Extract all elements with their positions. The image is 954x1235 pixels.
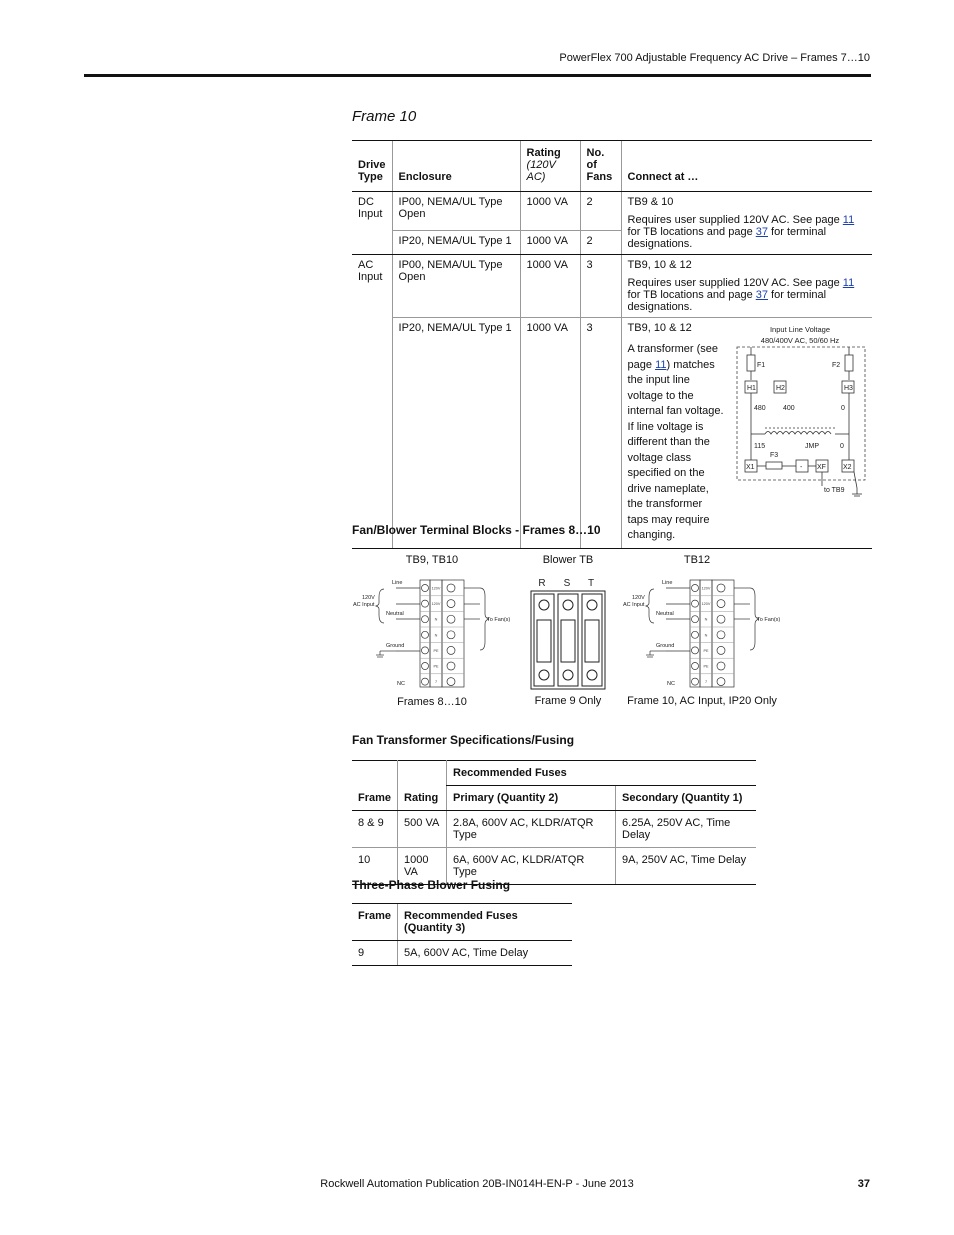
v120-label: 120V: [632, 595, 645, 601]
frame-cell: 10: [352, 848, 398, 885]
blower-fusing-title: Three-Phase Blower Fusing: [352, 878, 511, 892]
terminal-screw: [717, 678, 725, 686]
tap-zero-label: 0: [841, 405, 845, 412]
terminal: [690, 584, 734, 596]
tb9-terminals: [350, 575, 520, 693]
col-primary: Primary (Quantity 2): [447, 786, 616, 811]
group-header: Recommended Fuses: [447, 761, 756, 786]
ac-input-label: AC Input: [623, 602, 645, 608]
primary-cell: 6A, 600V AC, KLDR/ATQR Type: [447, 848, 616, 885]
connect-text: TB9, 10 & 12: [627, 322, 692, 334]
rating-cell: 1000 VA: [520, 192, 580, 231]
terminal-label: 120V: [701, 602, 711, 607]
note-text: Requires user supplied 120V AC. See page: [627, 214, 843, 226]
neutral-label: Neutral: [386, 611, 404, 617]
terminal-label: PE: [703, 664, 709, 669]
blower-tb-title: Blower TB: [542, 554, 594, 566]
rating-cell: 1000 VA: [398, 848, 447, 885]
diagram-title: Input Line Voltage: [769, 325, 831, 334]
section-title: Frame 10: [352, 108, 417, 125]
drive-type-cell: DC Input: [352, 192, 392, 255]
terminal-screw: [692, 647, 699, 654]
connect-cell: [621, 192, 872, 255]
rating-cell: 1000 VA: [520, 255, 580, 318]
table-row: [352, 255, 872, 318]
page-link[interactable]: 37: [755, 226, 768, 238]
terminal-label: N: [434, 617, 438, 622]
terminal: [690, 662, 734, 674]
diagram-subtitle: 480/400V AC, 50/60 Hz: [760, 336, 840, 345]
terminal-label: 120V: [431, 586, 441, 591]
jmp-label: JMP: [805, 443, 819, 450]
page-number: 37: [857, 1178, 870, 1190]
col-connect: Connect at …: [621, 141, 872, 192]
fans-cell: 2: [580, 192, 621, 231]
terminal-label: 120V: [431, 602, 441, 607]
tb12-title: TB12: [683, 554, 711, 566]
page-link[interactable]: 11: [655, 358, 667, 371]
terminal-screw: [717, 584, 725, 592]
terminal-screw: [692, 678, 699, 685]
fan-transformer-title: Fan Transformer Specifications/Fusing: [352, 733, 575, 747]
terminal-screw: [447, 662, 455, 670]
terminal-label: N: [704, 617, 708, 622]
transformer-diagram: [735, 322, 870, 497]
fan-transformer-table: [352, 760, 756, 885]
v120-label: 120V: [362, 595, 375, 601]
terminal: [420, 662, 464, 674]
terminal: [420, 584, 464, 596]
terminal: [422, 678, 456, 686]
tb12-terminals: [620, 575, 790, 693]
blank-cell: [352, 761, 398, 786]
secondary-cell: 9A, 250V AC, Time Delay: [616, 848, 756, 885]
neutral-label: Neutral: [656, 611, 674, 617]
ground-label: Ground: [386, 643, 405, 649]
col-frame: Frame: [352, 786, 398, 811]
col-drive-type: Drive Type: [352, 141, 392, 192]
fans-cell: 3: [580, 255, 621, 318]
terminal-screw: [422, 647, 429, 654]
terminal-label: 120V: [701, 586, 711, 591]
col-fans: No. of Fans: [580, 141, 621, 192]
connect-cell: [621, 255, 872, 318]
terminal: [420, 600, 464, 612]
ground-label: Ground: [656, 643, 675, 649]
caption-frame-9: Frame 9 Only: [534, 695, 602, 707]
terminal: [690, 615, 734, 627]
col-frame: Frame: [352, 904, 398, 941]
note-text: Requires user supplied 120V AC. See page: [627, 277, 843, 289]
blower-fusing-table: [352, 903, 572, 966]
terminal: [690, 646, 734, 658]
to-fans-label: To Fan(s): [757, 617, 781, 623]
to-tb9-label: to TB9: [824, 487, 845, 494]
rating-cell: 1000 VA: [520, 230, 580, 255]
terminal-screw: [447, 631, 455, 639]
h1-label: H1: [747, 385, 756, 392]
note-text: for TB locations and page: [627, 226, 756, 238]
tap-480-label: 480: [754, 405, 766, 412]
table-row: [352, 941, 572, 966]
page-link[interactable]: 11: [842, 214, 855, 226]
connect-text: TB9 & 10: [627, 196, 674, 208]
publication-footer: Rockwell Automation Publication 20B-IN014H-EN-P - June 2013: [320, 1178, 634, 1190]
terminal-screw: [422, 616, 429, 623]
x2-label: X2: [843, 464, 852, 471]
h2-label: H2: [776, 385, 785, 392]
enclosure-cell: IP20, NEMA/UL Type 1: [392, 230, 520, 255]
transformer-note: [628, 342, 726, 544]
terminal-label: N: [434, 633, 438, 638]
terminal-screw: [717, 631, 725, 639]
to-fans-label: To Fan(s): [487, 617, 511, 623]
terminal: [420, 615, 464, 627]
connect-note: [628, 214, 866, 250]
terminal-screw: [447, 600, 455, 608]
tap-115-label: 115: [754, 443, 766, 450]
running-header: PowerFlex 700 Adjustable Frequency AC Drive – Frames 7…10: [559, 52, 870, 64]
secondary-cell: 6.25A, 250V AC, Time Delay: [616, 811, 756, 848]
enclosure-cell: IP00, NEMA/UL Type Open: [392, 192, 520, 231]
terminal-screw: [717, 615, 725, 623]
terminal-screw: [717, 646, 725, 654]
phase-t-label: T: [587, 578, 595, 589]
fuses-cell: 5A, 600V AC, Time Delay: [398, 941, 572, 966]
fans-cell: 2: [580, 230, 621, 255]
terminal-screw: [422, 678, 429, 685]
terminal: [692, 678, 726, 686]
terminal: [690, 600, 734, 612]
note-text: ) matches the input line voltage to the internal fan voltage. If line voltage is different than the voltage class specified on the drive nameplate, the transformer taps may require changing.: [627, 358, 724, 541]
fans-cell: 3: [580, 318, 621, 549]
table-row: [352, 811, 756, 848]
terminal-label: 7: [434, 680, 438, 685]
rating-cell: 1000 VA: [520, 318, 580, 549]
note-text: for terminal designations.: [627, 289, 827, 313]
note-text: for terminal designations.: [627, 226, 827, 250]
x1-label: X1: [746, 464, 755, 471]
ac-input-label: AC Input: [353, 602, 375, 608]
connect-note: [628, 277, 866, 313]
frame-cell: 8 & 9: [352, 811, 398, 848]
fuse-f3: [766, 462, 782, 469]
caption-frames-8-10: Frames 8…10: [397, 696, 467, 708]
h3-label: H3: [844, 385, 853, 392]
line-label: Line: [392, 580, 403, 586]
f3-label: F3: [770, 452, 779, 459]
terminal-screw: [692, 585, 699, 592]
frame-cell: 9: [352, 941, 398, 966]
note-text: A transformer (see page: [627, 343, 719, 371]
tap-zero-label: 0: [840, 443, 844, 450]
tap-400-label: 400: [783, 405, 795, 412]
col-rating-sub: (120V AC): [526, 159, 556, 183]
terminal-screw: [447, 646, 455, 654]
enclosure-cell: IP00, NEMA/UL Type Open: [392, 255, 520, 318]
transformer-winding: [765, 432, 831, 435]
terminal: [690, 631, 734, 643]
terminal-screw: [717, 600, 725, 608]
terminal-screw: [422, 631, 429, 638]
nc-label: NC: [397, 681, 405, 687]
table-row: [352, 192, 872, 231]
header-rule: [84, 74, 871, 77]
line-label: Line: [662, 580, 673, 586]
drive-type-cell: AC Input: [352, 255, 392, 549]
terminal-screw: [692, 616, 699, 623]
terminal-label: PE: [433, 664, 439, 669]
col-rating-label: Rating: [526, 147, 561, 159]
tb9-title: TB9, TB10: [405, 554, 459, 566]
page-link[interactable]: 11: [842, 277, 855, 289]
col-rating: Rating: [398, 786, 447, 811]
page-link[interactable]: 37: [755, 289, 768, 301]
terminal-screw: [447, 584, 455, 592]
terminal-screw: [692, 663, 699, 670]
note-text: for TB locations and page: [627, 289, 756, 301]
terminal-label: N: [704, 633, 708, 638]
phase-s-label: S: [563, 578, 571, 589]
phase-r-label: R: [538, 578, 546, 589]
enclosure-cell: IP20, NEMA/UL Type 1: [392, 318, 520, 549]
xf-label: XF: [817, 464, 826, 471]
terminal-screw: [692, 631, 699, 638]
dash-label: -: [800, 464, 803, 471]
terminal-label: PE: [703, 648, 709, 653]
terminal-screw: [447, 678, 455, 686]
terminal-label: 7: [704, 680, 708, 685]
fan-section-title: Fan/Blower Terminal Blocks - Frames 8…10: [352, 523, 601, 537]
terminal-screw: [422, 585, 429, 592]
terminal-screw: [717, 662, 725, 670]
terminal: [420, 646, 464, 658]
primary-cell: 2.8A, 600V AC, KLDR/ATQR Type: [447, 811, 616, 848]
blower-tb-diagram: [530, 575, 606, 691]
f1-label: F1: [757, 362, 766, 369]
terminal-screw: [447, 615, 455, 623]
terminal-screw: [422, 600, 429, 607]
col-enclosure: Enclosure: [392, 141, 520, 192]
f2-label: F2: [832, 362, 841, 369]
terminal: [420, 631, 464, 643]
col-fuses: Recommended Fuses (Quantity 3): [398, 904, 572, 941]
fuse-f1: [747, 355, 755, 371]
terminal-screw: [692, 600, 699, 607]
fuse-f2: [845, 355, 853, 371]
rating-cell: 500 VA: [398, 811, 447, 848]
col-rating: [520, 141, 580, 192]
terminal-screw: [422, 663, 429, 670]
blank-cell: [398, 761, 447, 786]
terminal-label: PE: [433, 648, 439, 653]
connect-text: TB9, 10 & 12: [627, 259, 692, 271]
nc-label: NC: [667, 681, 675, 687]
caption-frame-10: Frame 10, AC Input, IP20 Only: [627, 695, 777, 707]
col-secondary: Secondary (Quantity 1): [616, 786, 756, 811]
